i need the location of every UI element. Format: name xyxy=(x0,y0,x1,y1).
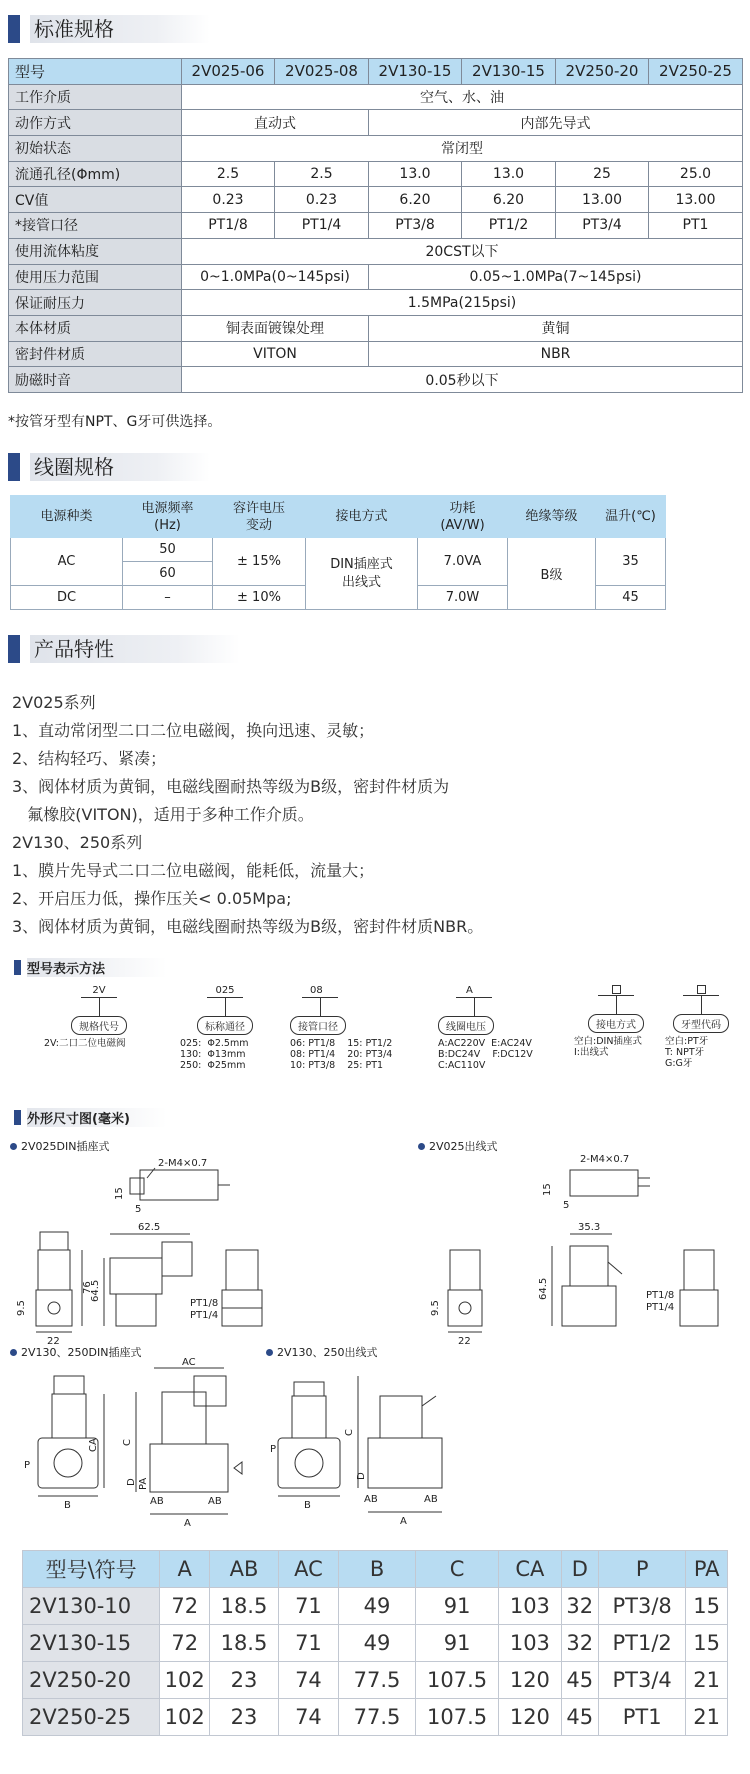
table-row xyxy=(9,238,743,264)
dim-cell: 72 xyxy=(160,1588,210,1625)
port-circle xyxy=(54,1449,82,1477)
coil-cell: 7.0W xyxy=(418,586,508,610)
spec-value: 13.0 xyxy=(369,161,462,187)
section-title: 标准规格 xyxy=(30,15,210,43)
valve-front xyxy=(680,1290,718,1326)
feature-item: 3、阀体材质为黄铜，电磁线圈耐热等级为B级，密封件材质为 xyxy=(12,777,450,796)
dim-cell: 71 xyxy=(278,1588,338,1625)
coil-body xyxy=(292,1396,326,1438)
coil-side xyxy=(162,1392,206,1444)
coil-body xyxy=(38,1250,70,1290)
dim-cell: PT3/8 xyxy=(598,1588,685,1625)
dim-cell: PT1 xyxy=(598,1699,685,1736)
dim-text: CA xyxy=(88,1438,99,1452)
dim-header: AC xyxy=(278,1551,338,1588)
table-row xyxy=(23,1699,728,1736)
dim-text: PT1/4 xyxy=(646,1302,675,1313)
spec-value: 0.23 xyxy=(182,187,275,213)
model-code-item xyxy=(574,985,658,1058)
code-desc: A:AC220V E:AC24V B:DC24V F:DC12V C:AC110V xyxy=(438,1038,533,1071)
drawing-2v025-lead xyxy=(430,1150,730,1345)
code-pill: 接管口径 xyxy=(290,1016,346,1035)
model-code-item xyxy=(290,985,420,1071)
section-bar xyxy=(8,635,20,663)
dim-text: PT1/4 xyxy=(190,1310,219,1321)
coil-cell: 7.0VA xyxy=(418,538,508,586)
dim-cell: 107.5 xyxy=(416,1699,499,1736)
coil-side xyxy=(110,1258,162,1294)
dim-text: A xyxy=(400,1516,407,1527)
drawing-caption: 2V025DIN插座式 xyxy=(10,1138,109,1154)
spec-value: 13.00 xyxy=(556,187,649,213)
code-pill: 标称通径 xyxy=(197,1016,253,1035)
table-row xyxy=(9,213,743,239)
spec-value: 内部先导式 xyxy=(369,110,743,136)
spec-value: 6.20 xyxy=(462,187,556,213)
dim-cell: 49 xyxy=(339,1588,416,1625)
model-code-item xyxy=(665,985,737,1069)
dim-text: 64.5 xyxy=(90,1279,101,1302)
table-row xyxy=(23,1662,728,1699)
spec-label: 初始状态 xyxy=(9,136,182,162)
dim-cell: 15 xyxy=(686,1588,728,1625)
spec-note: *按管牙型有NPT、G牙可供选择。 xyxy=(8,414,222,430)
model-code-item xyxy=(438,985,563,1071)
table-row xyxy=(9,264,743,290)
spec-label: 动作方式 xyxy=(9,110,182,136)
dim-model: 2V250-25 xyxy=(23,1699,160,1736)
dim-text: AB xyxy=(364,1494,378,1505)
code-connector xyxy=(320,998,321,1016)
spec-value: 0.23 xyxy=(275,187,369,213)
valve-side xyxy=(116,1294,156,1326)
feature-series-title: 2V130、250系列 xyxy=(12,833,143,852)
coil-header: 电源种类 xyxy=(11,496,123,538)
dim-cell: 45 xyxy=(561,1699,598,1736)
feature-item: 1、直动常闭型二口二位电磁阀，换向迅速、灵敏； xyxy=(12,721,375,740)
spec-value: 黄铜 xyxy=(369,315,743,341)
coil-header: 电源频率 (Hz) xyxy=(123,496,213,538)
table-row xyxy=(9,84,743,110)
spec-value: 20CST以下 xyxy=(182,238,743,264)
coil-plug xyxy=(130,1178,144,1194)
feature-item: 2、结构轻巧、紧凑； xyxy=(12,749,167,768)
coil-cell: DC xyxy=(11,586,123,610)
dim-header: AB xyxy=(210,1551,279,1588)
valve-side xyxy=(368,1438,442,1488)
spec-label: 密封件材质 xyxy=(9,341,182,367)
dimensions-header xyxy=(14,1108,167,1126)
dim-header: D xyxy=(561,1551,598,1588)
dim-text: AC xyxy=(182,1357,196,1368)
drawing-2v130-lead xyxy=(268,1356,468,1536)
spec-label: 流通孔径(Φmm) xyxy=(9,161,182,187)
dim-text: PT1/8 xyxy=(646,1290,675,1301)
dim-text: 15 xyxy=(542,1183,553,1196)
coil-cell: ± 15% xyxy=(213,538,306,586)
code-connector xyxy=(474,998,475,1016)
section-bar xyxy=(14,1110,21,1125)
model-cell: 2V025-06 xyxy=(182,59,275,85)
dim-cell: 107.5 xyxy=(416,1662,499,1699)
coil-top-view xyxy=(570,1170,638,1196)
din-plug-side xyxy=(162,1242,192,1276)
spec-table xyxy=(8,58,743,393)
coil-front xyxy=(684,1250,714,1290)
table-row xyxy=(9,110,743,136)
dim-header: 型号\符号 xyxy=(23,1551,160,1588)
dim-text: D xyxy=(356,1472,367,1480)
coil-side xyxy=(570,1246,608,1286)
dim-cell: PT3/4 xyxy=(598,1662,685,1699)
coil-cell: AC xyxy=(11,538,123,586)
dim-text: AB xyxy=(424,1494,438,1505)
dim-cell: 72 xyxy=(160,1625,210,1662)
dim-cell: 18.5 xyxy=(210,1625,279,1662)
spec-value: 13.00 xyxy=(649,187,743,213)
coil-cell: 45 xyxy=(596,586,666,610)
section-title: 型号表示方法 xyxy=(27,958,167,977)
code-pill: 接电方式 xyxy=(588,1014,644,1033)
spec-value: 铜表面镀镍处理 xyxy=(182,315,369,341)
drawing-caption: 2V130、250出线式 xyxy=(266,1344,378,1360)
spec-label: 使用压力范围 xyxy=(9,264,182,290)
dim-text: 2-M4×0.7 xyxy=(158,1158,208,1169)
dimension-table xyxy=(22,1550,728,1736)
dim-cell: 77.5 xyxy=(339,1699,416,1736)
valve-side xyxy=(562,1286,616,1326)
dim-cell: 21 xyxy=(686,1662,728,1699)
table-row xyxy=(9,367,743,393)
dim-text: AB xyxy=(150,1496,164,1507)
coil-cell: – xyxy=(123,586,213,610)
coil-body xyxy=(52,1394,86,1438)
spec-label: 本体材质 xyxy=(9,315,182,341)
dim-text: P xyxy=(270,1444,277,1455)
spec-value: PT3/4 xyxy=(556,213,649,239)
section-spec-header xyxy=(8,14,210,44)
spec-value: 常闭型 xyxy=(182,136,743,162)
coil-side xyxy=(380,1396,422,1438)
dim-header: PA xyxy=(686,1551,728,1588)
spec-value: 0~1.0MPa(0~145psi) xyxy=(182,264,369,290)
spec-value: 2.5 xyxy=(275,161,369,187)
spec-value: PT1/8 xyxy=(182,213,275,239)
table-row xyxy=(9,136,743,162)
coil-header: 功耗 (AV/W) xyxy=(418,496,508,538)
dim-header: B xyxy=(339,1551,416,1588)
dim-cell: 32 xyxy=(561,1588,598,1625)
spec-value: 0.05秒以下 xyxy=(182,367,743,393)
dim-cell: 74 xyxy=(278,1662,338,1699)
table-row xyxy=(23,1625,728,1662)
dim-cell: 91 xyxy=(416,1588,499,1625)
spec-label: CV值 xyxy=(9,187,182,213)
coil-body xyxy=(450,1250,480,1290)
feature-item: 1、膜片先导式二口二位电磁阀，能耗低，流量大； xyxy=(12,861,375,880)
dim-text: A xyxy=(184,1518,191,1529)
section-bar xyxy=(8,453,20,481)
section-title: 外形尺寸图(毫米) xyxy=(27,1108,167,1127)
section-bar xyxy=(14,960,21,975)
code-pill: 线圈电压 xyxy=(438,1016,494,1035)
spec-value: 1.5MPa(215psi) xyxy=(182,290,743,316)
dim-text: 64.5 xyxy=(538,1277,549,1300)
dim-header-row xyxy=(23,1551,728,1588)
dim-text: PA xyxy=(138,1477,149,1490)
dim-cell: PT1/2 xyxy=(598,1625,685,1662)
lead-wire xyxy=(422,1396,436,1406)
code-connector xyxy=(225,998,226,1016)
spec-label: *接管口径 xyxy=(9,213,182,239)
lead-wire xyxy=(608,1262,622,1274)
blank-box-icon xyxy=(612,985,621,994)
flow-arrow-icon xyxy=(234,1462,242,1474)
coil-header: 接电方式 xyxy=(306,496,418,538)
din-plug xyxy=(54,1376,84,1394)
dim-text: 22 xyxy=(47,1336,60,1347)
dim-text: 35.3 xyxy=(578,1222,601,1233)
coil-header: 容许电压 变动 xyxy=(213,496,306,538)
coil-cell: ± 10% xyxy=(213,586,306,610)
table-row xyxy=(9,187,743,213)
code-value: A xyxy=(466,985,473,996)
drawing-caption: 2V130、250DIN插座式 xyxy=(10,1344,141,1360)
dim-text: 76 xyxy=(82,1281,93,1294)
model-code-item xyxy=(180,985,270,1071)
dim-text: B xyxy=(304,1500,311,1511)
model-cell: 2V130-15 xyxy=(462,59,556,85)
dim-cell: 32 xyxy=(561,1625,598,1662)
bullet-icon xyxy=(10,1143,17,1150)
coil-table xyxy=(10,495,666,610)
dim-text: PT1/8 xyxy=(190,1298,219,1309)
din-plug xyxy=(40,1232,68,1250)
section-bar xyxy=(8,15,20,43)
model-cell: 2V130-15 xyxy=(369,59,462,85)
spec-value: VITON xyxy=(182,341,369,367)
spec-value: 0.05~1.0MPa(7~145psi) xyxy=(369,264,743,290)
dim-text: 5 xyxy=(563,1200,570,1211)
model-code-header xyxy=(14,958,167,976)
coil-header: 温升(℃) xyxy=(596,496,666,538)
dim-cell: 120 xyxy=(499,1699,561,1736)
coil-header: 绝缘等级 xyxy=(508,496,596,538)
dim-header: CA xyxy=(499,1551,561,1588)
code-connector xyxy=(99,998,100,1016)
valve-body xyxy=(278,1438,340,1488)
dim-text: 15 xyxy=(114,1187,125,1200)
bullet-icon xyxy=(266,1349,273,1356)
dim-text: 22 xyxy=(458,1336,471,1347)
dim-header: P xyxy=(598,1551,685,1588)
dim-text: C xyxy=(344,1429,355,1436)
dim-text: 9.5 xyxy=(430,1300,441,1316)
spec-value: PT1/4 xyxy=(275,213,369,239)
coil-top-view xyxy=(140,1170,218,1200)
dim-cell: 15 xyxy=(686,1625,728,1662)
code-pill: 规格代号 xyxy=(71,1016,127,1035)
spec-value: 2.5 xyxy=(182,161,275,187)
table-row xyxy=(9,341,743,367)
coil-front xyxy=(226,1250,258,1290)
spec-value: 空气、水、油 xyxy=(182,84,743,110)
table-row xyxy=(23,1588,728,1625)
code-value: 2V xyxy=(92,985,106,996)
dim-cell: 49 xyxy=(339,1625,416,1662)
table-row xyxy=(9,161,743,187)
dim-cell: 18.5 xyxy=(210,1588,279,1625)
spec-value: 25 xyxy=(556,161,649,187)
feature-item: 3、阀体材质为黄铜，电磁线圈耐热等级为B级，密封件材质NBR。 xyxy=(12,917,484,936)
dim-cell: 23 xyxy=(210,1699,279,1736)
code-desc: 空白:DIN插座式 I:出线式 xyxy=(574,1036,642,1058)
drawing-2v130-din xyxy=(10,1356,250,1536)
spec-label: 工作介质 xyxy=(9,84,182,110)
table-row xyxy=(11,538,666,562)
code-desc: 06: PT1/8 15: PT1/2 08: PT1/4 20: PT3/4 10: PT3/8 25: PT1 xyxy=(290,1038,393,1071)
dim-text: C xyxy=(122,1439,133,1446)
model-cell: 2V025-08 xyxy=(275,59,369,85)
drawing-2v025-din xyxy=(10,1150,280,1345)
spec-label: 保证耐压力 xyxy=(9,290,182,316)
dim-text: B xyxy=(64,1500,71,1511)
section-title: 产品特性 xyxy=(30,635,240,663)
code-value: 025 xyxy=(215,985,235,996)
dim-text: 5 xyxy=(135,1204,142,1215)
blank-box-icon xyxy=(697,985,706,994)
dim-header: A xyxy=(160,1551,210,1588)
table-row xyxy=(9,290,743,316)
spec-value: NBR xyxy=(369,341,743,367)
bullet-icon xyxy=(10,1349,17,1356)
spec-value: PT3/8 xyxy=(369,213,462,239)
coil-cell: 60 xyxy=(123,562,213,586)
feature-item: 2、开启压力低，操作压关< 0.05Mpa; xyxy=(12,889,292,908)
bullet-icon xyxy=(418,1143,425,1150)
coil-cell: DIN插座式 出线式 xyxy=(306,538,418,610)
spec-label: 励磁时音 xyxy=(9,367,182,393)
model-code-item xyxy=(44,985,154,1049)
din-plug-side xyxy=(194,1376,226,1406)
dim-cell: 21 xyxy=(686,1699,728,1736)
spec-label: 使用流体粘度 xyxy=(9,238,182,264)
dim-text: 9.5 xyxy=(16,1300,27,1316)
dim-text: D xyxy=(126,1478,137,1486)
dim-cell: 103 xyxy=(499,1588,561,1625)
section-features-header xyxy=(8,634,240,664)
dim-cell: 102 xyxy=(160,1699,210,1736)
spec-header-row xyxy=(9,59,743,85)
coil-header-row xyxy=(11,496,666,538)
dim-cell: 45 xyxy=(561,1662,598,1699)
valve-body xyxy=(448,1290,482,1326)
spec-value: PT1/2 xyxy=(462,213,556,239)
spec-label: 型号 xyxy=(9,59,182,85)
port-circle xyxy=(459,1302,471,1314)
model-cell: 2V250-25 xyxy=(649,59,743,85)
table-row xyxy=(9,315,743,341)
dim-model: 2V130-15 xyxy=(23,1625,160,1662)
valve-body xyxy=(36,1290,72,1326)
coil-cell: 50 xyxy=(123,538,213,562)
dim-header: C xyxy=(416,1551,499,1588)
spec-value: 13.0 xyxy=(462,161,556,187)
dim-text: AB xyxy=(208,1496,222,1507)
section-title: 线圈规格 xyxy=(30,453,210,481)
port-circle xyxy=(48,1302,60,1314)
code-pill: 牙型代码 xyxy=(673,1014,729,1033)
code-connector xyxy=(701,996,702,1014)
dim-cell: 23 xyxy=(210,1662,279,1699)
spec-value: PT1 xyxy=(649,213,743,239)
code-value: 08 xyxy=(310,985,323,996)
model-cell: 2V250-20 xyxy=(556,59,649,85)
dim-cell: 120 xyxy=(499,1662,561,1699)
dim-model: 2V250-20 xyxy=(23,1662,160,1699)
drawing-caption: 2V025出线式 xyxy=(418,1138,498,1154)
coil-cell: B级 xyxy=(508,538,596,610)
dim-cell: 91 xyxy=(416,1625,499,1662)
spec-value: 25.0 xyxy=(649,161,743,187)
dim-cell: 77.5 xyxy=(339,1662,416,1699)
dim-model: 2V130-10 xyxy=(23,1588,160,1625)
valve-side xyxy=(150,1444,228,1492)
dim-cell: 102 xyxy=(160,1662,210,1699)
dim-text: 2-M4×0.7 xyxy=(580,1154,630,1165)
coil-top xyxy=(294,1382,324,1396)
coil-cell: 35 xyxy=(596,538,666,586)
code-desc: 025: Φ2.5mm 130: Φ13mm 250: Φ25mm xyxy=(180,1038,249,1071)
dim-text: P xyxy=(24,1460,31,1471)
feature-series-title: 2V025系列 xyxy=(12,693,96,712)
dim-text: 62.5 xyxy=(138,1222,161,1233)
code-connector xyxy=(616,996,617,1014)
section-coil-header xyxy=(8,452,210,482)
port-circle xyxy=(295,1449,323,1477)
code-desc: 2V:二口二位电磁阀 xyxy=(44,1038,126,1049)
dim-cell: 74 xyxy=(278,1699,338,1736)
code-desc: 空白:PT牙 T: NPT牙 G:G牙 xyxy=(665,1036,709,1069)
dim-cell: 71 xyxy=(278,1625,338,1662)
spec-value: 直动式 xyxy=(182,110,369,136)
dim-cell: 103 xyxy=(499,1625,561,1662)
feature-item: 氟橡胶(VITON)，适用于多种工作介质。 xyxy=(12,805,314,824)
spec-value: 6.20 xyxy=(369,187,462,213)
